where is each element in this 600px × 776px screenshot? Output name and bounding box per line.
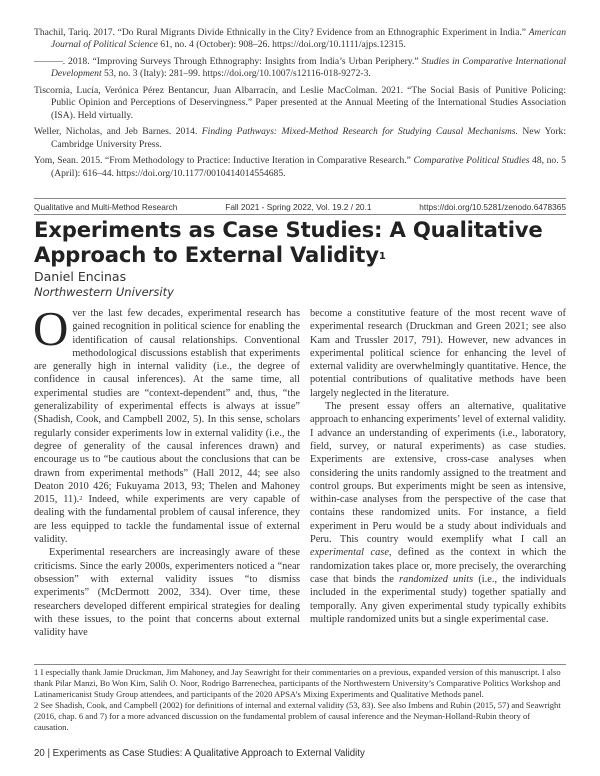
reference-text: 48, no. 5 (April): 616–44. https://doi.org/10.1177/0010414014554685. xyxy=(51,155,566,179)
footnote-marker[interactable]: 1 xyxy=(378,250,386,262)
reference-text: Yom, Sean. 2015. “From Methodology to Practice: Inductive Iteration in Comparative Research.” xyxy=(34,155,414,167)
reference-item xyxy=(34,56,566,81)
references-list xyxy=(34,27,566,184)
footnotes xyxy=(34,664,566,734)
paragraph-text: The present essay offers an alternative, qualitative approach to enhancing experiments’ level of external validity. I advance an understanding of experiments (i.e., laboratory, field, survey, or natural experiments) as case studies. Experiments are extensive, cross-case analyses when considering the units randomly assigned to the treatment and control groups. But experiments might be seen as intensive, within-case analyses from the perspective of the case that contains these randomized units. For instance, a field experiment in Peru would be a study about individuals and Peru. This country would exemplify what I call an xyxy=(310,401,566,546)
author-name: Daniel Encinas xyxy=(34,269,127,284)
reference-book-title: Finding Pathways: Mixed-Method Research for Studying Causal Mechanisms. xyxy=(201,126,518,138)
reference-text: 53, no. 3 (Italy): 281–99. https://doi.org/10.1007/s12116-018-9272-3. xyxy=(101,68,371,80)
footnote-2: 2 See Shadish, Cook, and Campbell (2002) for definitions of internal and external validity (53, 83). See also Imbens and Rubin (2015, 57) and Seawright (2016, chap. 6 and 7) for a more advanced discussion on the fundamental problem of causal inference and the Neyman-Holland-Rubin theory of causation. xyxy=(34,700,561,733)
emphasis-term: randomized units xyxy=(399,573,474,585)
footnote-marker[interactable]: 2 xyxy=(79,495,83,503)
paragraph-text: defined as the context in which the randomization takes place or, more precisely, the overarching case that binds the xyxy=(310,547,566,585)
reference-text: 61, no. 4 (October): 908–26. https://doi.org/10.1111/ajps.12315. xyxy=(157,39,406,51)
running-header xyxy=(34,198,566,215)
body-column-right xyxy=(310,307,566,626)
reference-text: Thachil, Tariq. 2017. “Do Rural Migrants Divide Ethnically in the City? Evidence from an Ethnographic Experiment in India.” xyxy=(34,27,529,38)
page-footer: 20 | Experiments as Case Studies: A Qualitative Approach to External Validity xyxy=(34,748,365,759)
reference-journal: Studies in Comparative International Development xyxy=(51,56,566,80)
paragraph xyxy=(33,301,300,546)
paragraph-text: Indeed, while experiments are very capable of dealing with the fundamental problem of causal inference, they are less equipped to tackle the fundamental issue of external validity. xyxy=(34,494,300,546)
reference-text: ———. 2018. “Improving Surveys Through Ethnography: Insights from India’s Urban Periphery.” xyxy=(34,56,422,67)
journal-name: Qualitative and Multi-Method Research xyxy=(34,201,178,212)
reference-text: Tiscornia, Lucía, Verónica Pérez Bentancur, Juan Albarracín, and Leslie MacColman. 2021. “The Social Basis of Punitive Policing: Public Opinion and Perceptions of Deservingness.” Paper presented at the Annual Meeting of the International Studies Association (ISA). Held virtually. xyxy=(34,85,566,121)
drop-cap: O xyxy=(33,301,69,356)
issue-info: Fall 2021 - Spring 2022, Vol. 19.2 / 20.1 xyxy=(225,201,372,212)
reference-text: New York: Cambridge University Press. xyxy=(51,126,567,150)
reference-item xyxy=(34,27,566,52)
reference-text: Weller, Nicholas, and Jeb Barnes. 2014. xyxy=(34,126,202,138)
footnote-1: 1 I especially thank Jamie Druckman, Jim Mahoney, and Jay Seawright for their commentaries on a previous, expanded version of this manuscript. I also thank Pilar Manzi, Bo Won Kim, Salih O. Noor, Rodrigo Barrenechea, participants of the Northwestern University’s Comparative Politics Workshop and Latinamericanist Study Group attendees, and participants of the 2020 APSA’s Mixing Experiments and Qualitative Methods panel. xyxy=(34,667,561,700)
article-title-text: Experiments as Case Studies: A Qualitative Approach to External Validity xyxy=(34,217,543,267)
paragraph-text: ver the last few decades, experimental research has gained recognition in political science for enabling the identification of causal relationships. Conventional methodological discussions establish that experiments are generally high in internal validity (i.e., the degree of confidence in causal inferences). At the same time, all experimental studies are “context-dependent” and, thus, “the generalizability of experimental effects is always at issue” (Shadish, Cook, and Campbell 2002, 5). In this sense, scholars regularly consider experiments low in external validity (i.e., the degree of generality of the causal inferences drawn) and encourage us to “be cautious about the conclusions that can be drawn from experimental methods” (Hall 2012, 44; see also Deaton 2010 426; Fukuyama 2013, 93; Thelen and Mahoney 2015, 11). xyxy=(34,308,300,506)
reference-journal: American Journal of Political Science xyxy=(51,27,566,51)
article-title xyxy=(34,218,574,267)
reference-item xyxy=(34,126,566,151)
reference-item xyxy=(34,85,566,122)
emphasis-term: experimental case, xyxy=(310,547,392,559)
doi-link[interactable]: https://doi.org/10.5281/zenodo.6478365 xyxy=(419,201,566,212)
paragraph xyxy=(310,400,566,626)
author-affiliation: Northwestern University xyxy=(34,285,174,299)
body-column-left xyxy=(33,301,300,639)
paragraph: Experimental researchers are increasingly aware of these criticisms. Since the early 2000s, experimenters noticed a “near obsession” with external validity issues “to dismiss experiments” (McDermott 2002, 334). Over time, these researchers developed different empirical strategies for dealing with these issues, to the point that concerns about external validity have xyxy=(34,547,300,639)
paragraph: become a constitutive feature of the most recent wave of experimental research (Druckman and Green 2021; see also Kam and Trussler 2017, 791). However, new advances in experimental political science for enhancing the level of external validity are overwhelmingly quantitative. Hence, the potential contributions of qualitative methods have been largely neglected in the literature. xyxy=(310,308,566,399)
reference-journal: Comparative Political Studies xyxy=(413,155,530,167)
reference-item xyxy=(34,155,566,180)
paragraph-text: (i.e., the individuals included in the experimental study) together spatially and temporally. Any given experimental study typically exhibits multiple randomized units but a single experimental case. xyxy=(310,573,566,625)
